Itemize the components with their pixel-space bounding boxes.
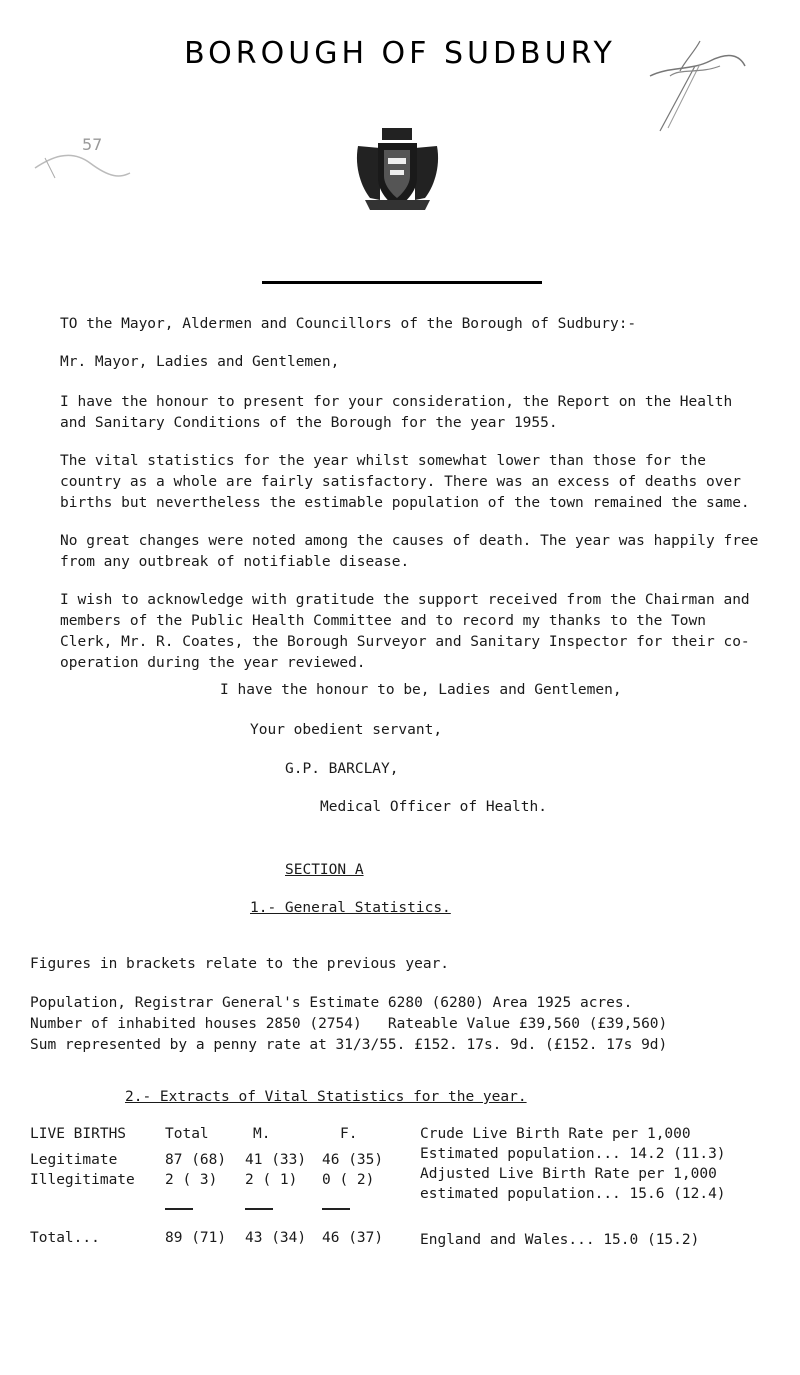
col-header-female: F. — [340, 1126, 358, 1142]
row-total: 2 ( 3) — [165, 1172, 218, 1188]
adjusted-rate-label: Adjusted Live Birth Rate per 1,000 — [420, 1166, 717, 1182]
general-line-2: Number of inhabited houses 2850 (2754) Rateable Value £39,560 (£39,560) — [30, 1016, 668, 1032]
totals-total: 89 (71) — [165, 1230, 227, 1246]
closing-servant: Your obedient servant, — [250, 722, 443, 738]
totals-label: Total... — [30, 1230, 100, 1246]
adjusted-rate-value: estimated population... 15.6 (12.4) — [420, 1186, 726, 1202]
col-header-total: Total — [165, 1126, 209, 1142]
crude-rate-label: Crude Live Birth Rate per 1,000 — [420, 1126, 691, 1142]
extracts-heading: 2.- Extracts of Vital Statistics for the year. — [125, 1089, 527, 1105]
general-line-1: Population, Registrar General's Estimate 6280 (6280) Area 1925 acres. — [30, 995, 633, 1011]
general-line-3: Sum represented by a penny rate at 31/3/55. £152. 17s. 9d. (£152. 17s 9d) — [30, 1037, 668, 1053]
row-male: 2 ( 1) — [245, 1172, 298, 1188]
row-female: 0 ( 2) — [322, 1172, 375, 1188]
total-divider — [165, 1208, 193, 1210]
section-heading: SECTION A — [285, 862, 364, 878]
row-label: Illegitimate — [30, 1172, 135, 1188]
england-wales-rate: England and Wales... 15.0 (15.2) — [420, 1232, 700, 1248]
paragraph-2: The vital statistics for the year whilst somewhat lower than those for the country as a whole are fairly satisfactory. There was an excess of deaths over births but nevertheless the estimable population of the town remained the same. — [60, 453, 750, 511]
margin-mark-icon — [30, 128, 140, 188]
borough-title: BOROUGH OF SUDBURY — [184, 36, 616, 71]
paragraph-4: I wish to acknowledge with gratitude the support received from the Chairman and members of the Public Health Committee and to record my thanks to the Town Clerk, Mr. R. Coates, the Borough Surveyor and Sanitary Inspector for their co-operation during the year reviewed. — [60, 592, 750, 671]
totals-male: 43 (34) — [245, 1230, 307, 1246]
margin-number: 57 — [82, 135, 103, 154]
totals-female: 46 (37) — [322, 1230, 384, 1246]
paragraph-1: I have the honour to present for your consideration, the Report on the Health and Sanitary Conditions of the Borough for the year 1955. — [60, 394, 733, 431]
row-male: 41 (33) — [245, 1152, 307, 1168]
crude-rate-value: Estimated population... 14.2 (11.3) — [420, 1146, 726, 1162]
closing-line: I have the honour to be, Ladies and Gentlemen, — [220, 682, 622, 698]
brackets-note: Figures in brackets relate to the previous year. — [30, 956, 450, 972]
section-subheading: 1.- General Statistics. — [250, 900, 451, 916]
female-divider — [322, 1208, 350, 1210]
signature: G.P. BARCLAY, — [285, 761, 399, 777]
header-divider — [262, 281, 542, 284]
col-header-male: M. — [253, 1126, 271, 1142]
row-female: 46 (35) — [322, 1152, 384, 1168]
pencil-scribble-icon — [640, 36, 750, 136]
signature-role: Medical Officer of Health. — [320, 799, 547, 815]
borough-crest-icon — [340, 128, 455, 213]
male-divider — [245, 1208, 273, 1210]
row-label: Legitimate — [30, 1152, 118, 1168]
salutation: Mr. Mayor, Ladies and Gentlemen, — [60, 354, 340, 370]
col-header-label: LIVE BIRTHS — [30, 1126, 127, 1142]
paragraph-3: No great changes were noted among the causes of death. The year was happily free from any outbreak of notifiable disease. — [60, 533, 759, 570]
row-total: 87 (68) — [165, 1152, 227, 1168]
addressee-line: TO the Mayor, Aldermen and Councillors of the Borough of Sudbury:- — [60, 316, 637, 332]
